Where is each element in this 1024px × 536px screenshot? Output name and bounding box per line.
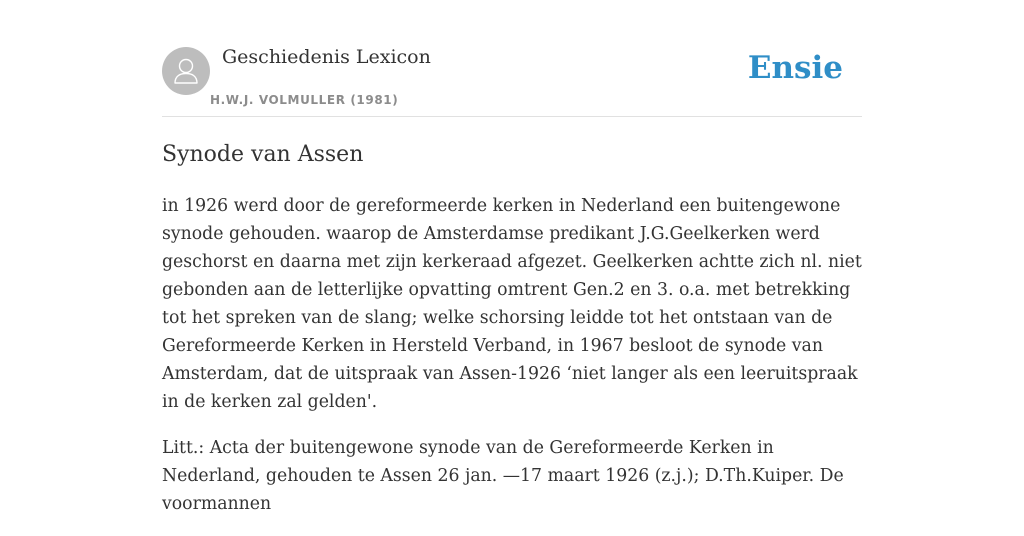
author-name[interactable]: H.W.J. VOLMULLER (1981) [210,93,399,107]
header [162,46,862,117]
article-title: Synode van Assen [162,142,364,167]
brand-logo[interactable]: Ensie [747,50,843,86]
literature-paragraph: Litt.: Acta der buitengewone synode van de Gereformeerde Kerken in Nederland, gehouden te Assen 26 jan. —17 maart 1926 (z.j.); D.Th.Kuiper. De voormannen [162,438,844,514]
lexicon-title[interactable]: Geschiedenis Lexicon [222,46,431,68]
user-icon [173,57,199,85]
avatar[interactable] [162,47,210,95]
article-paragraph: in 1926 werd door de gereformeerde kerken in Nederland een buitengewone synode gehouden. waarop de Amsterdamse predikant J.G.Geelkerken werd geschorst en daarna met zijn kerkeraad afgezet. Geelkerken achtte zich nl. niet gebonden aan de letterlijke opvatting omtrent Gen.2 en 3. o.a. met betrekking tot het spreken van de slang; welke schorsing leidde tot het ontstaan van de Gereformeerde Kerken in Hersteld Verband, in 1967 besloot de synode van Amsterdam, dat de uitspraak van Assen-1926 ‘niet langer als een leeruitspraak in de kerken zal gelden'. [162,196,862,412]
article [162,140,872,536]
